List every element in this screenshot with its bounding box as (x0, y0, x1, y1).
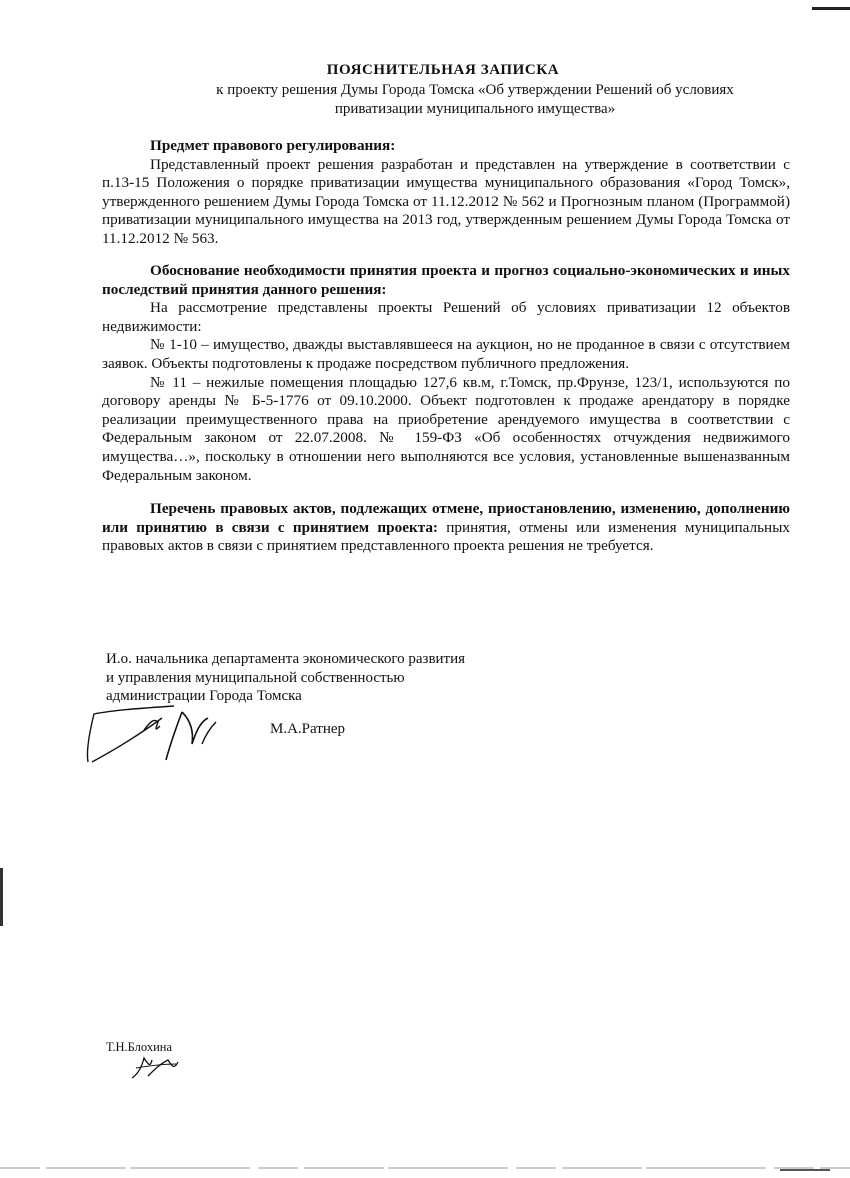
signature-block (106, 650, 465, 706)
executor-name: Т.Н.Блохина (106, 1040, 173, 1054)
section-justification (102, 262, 790, 485)
section-justification-para-3: № 11 – нежилые помещения площадью 127,6 кв.м, г.Томск, пр.Фрунзе, 123/1, используются по договору аренды № Б-5-1776 от 09.10.2000. Объект подготовлен к продаже арендатору в порядке реализации преимущественного права на приобретение арендуемого имущества в соответствии с Федеральным законом от 22.07.2008. № 159-ФЗ «Об особенностях отчуждения недвижимого имущества…», поскольку в отношении него выполняются все условия, установленные вышеназванным Федеральным законом. (102, 373, 790, 484)
section-acts-paragraph (102, 500, 790, 556)
section-subject (102, 137, 790, 249)
executor-signature (128, 1054, 188, 1087)
section-justification-para-2: № 1-10 – имущество, дважды выставлявшееся на аукцион, но не проданное в связи с отсутствием заявок. Объекты подготовлены к продаже посредством публичного предложения. (102, 336, 790, 372)
signature-position-line-2: и управления муниципальной собственностью (106, 669, 405, 686)
signature-position-line-1: И.о. начальника департамента экономического развития (106, 651, 466, 667)
scan-bottom-edge (0, 1160, 850, 1170)
section-acts-list (102, 500, 790, 556)
section-acts-text: принятия, отмены или изменения муниципальных правовых актов в связи с принятием представленного проекта решения не требуется. (102, 518, 790, 555)
signature-position-line-3: администрации Города Томска (106, 688, 302, 704)
scan-edge-mark (0, 868, 3, 926)
scan-corner-mark (806, 0, 850, 6)
signatory-name: М.А.Ратнер (270, 721, 346, 737)
document-subtitle (150, 81, 800, 119)
section-acts-heading: Перечень правовых актов, подлежащих отмене, приостановлению, изменению, дополнению или принятию в связи с принятием проекта: (102, 500, 790, 536)
section-justification-heading: Обоснование необходимости принятия проекта и прогноз социально-экономических и иных последствий принятия данного решения: (102, 262, 790, 298)
section-justification-para-1: На рассмотрение представлены проекты Решений об условиях приватизации 12 объектов недвижимости: (102, 299, 790, 335)
subtitle-line-2: приватизации муниципального имущества» (334, 101, 616, 117)
subtitle-line-1: к проекту решения Думы Города Томска «Об утверждении Решений об условиях (216, 82, 734, 98)
document-title: ПОЯСНИТЕЛЬНАЯ ЗАПИСКА (326, 62, 560, 78)
section-subject-text: Представленный проект решения разработан и представлен на утверждение в соответствии с п.13-15 Положения о порядке приватизации имущества муниципального образования «Город Томск», утвержденного решением Думы Города Томска от 11.12.2012 № 562 и Прогнозным планом (Программой) приватизации муниципального имущества на 2013 год, утвержденным решением Думы Города Томска от 11.12.2012 № 563. (102, 155, 790, 247)
section-subject-heading: Предмет правового регулирования: (150, 137, 396, 154)
handwritten-signature (84, 700, 224, 775)
